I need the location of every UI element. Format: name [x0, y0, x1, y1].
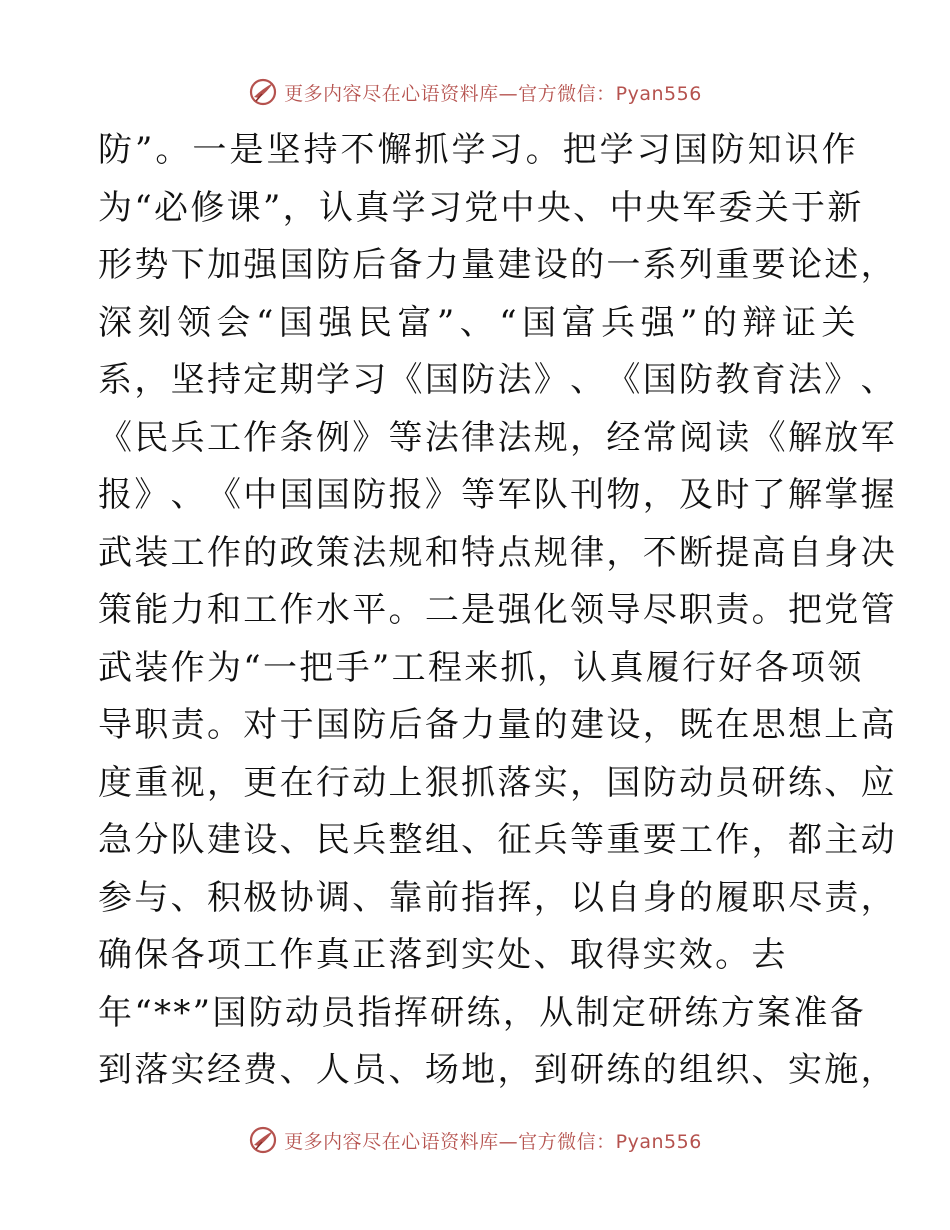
paragraph-line: 参 与 、 积 极 协 调 、 靠 前 指 挥 ， 以 自 身 的 履 职 尽 责 ，: [98, 877, 897, 918]
paragraph-line: 深 刻 领 会 “ 国 强 民 富 ” 、 “ 国 富 兵 强 ” 的 辩 证 关: [98, 302, 858, 343]
watermark-dash: —: [498, 1130, 519, 1153]
paragraph-line: 为 “ 必 修 课 ” ， 认 真 学 习 党 中 央 、 中 央 军 委 关 于 新: [98, 187, 864, 228]
paragraph-line: 年 “ * * ” 国 防 动 员 指 挥 研 练 ， 从 制 定 研 练 方 案 准 备: [98, 992, 866, 1033]
feather-seal-icon: [248, 77, 278, 107]
watermark-contact: 官方微信：Pyan556: [518, 1130, 702, 1153]
paragraph-line: 系 ， 坚 持 定 期 学 习 《 国 防 法 》 、 《 国 防 教 育 法 》 、: [98, 360, 897, 400]
watermark-text: [284, 1127, 702, 1154]
paragraph-line: 确保各项工作真正落到实处、取得实效。去: [98, 935, 788, 975]
paragraph-line: 急 分 队 建 设 、 民 兵 整 组 、 征 兵 等 重 要 工 作 ， 都 主 动: [98, 820, 897, 860]
paragraph-line: 策 能 力 和 工 作 水 平 。 二 是 强 化 领 导 尽 职 责 。 把 党 管: [98, 590, 897, 630]
watermark-contact: 官方微信：Pyan556: [518, 82, 702, 105]
paragraph-line: 防 ” 。 一 是 坚 持 不 懈 抓 学 习 。 把 学 习 国 防 知 识 作: [98, 130, 858, 170]
watermark-brand: 更多内容尽在心语资料库: [284, 82, 499, 105]
watermark-dash: —: [498, 82, 519, 105]
paragraph-line: 形 势 下 加 强 国 防 后 备 力 量 建 设 的 一 系 列 重 要 论 述 ，: [98, 245, 897, 285]
paragraph-line: 报 》 、 《 中 国 国 防 报 》 等 军 队 刊 物 ， 及 时 了 解 掌 握: [98, 475, 897, 515]
footer-watermark: [0, 1120, 950, 1160]
feather-seal-icon: [248, 1125, 278, 1155]
paragraph-line: 到 落 实 经 费 、 人 员 、 场 地 ， 到 研 练 的 组 织 、 实 施 ，: [98, 1050, 897, 1090]
paragraph-line: 武 装 工 作 的 政 策 法 规 和 特 点 规 律 ， 不 断 提 高 自 身 决: [98, 532, 897, 573]
paragraph-line: 度 重 视 ， 更 在 行 动 上 狠 抓 落 实 ， 国 防 动 员 研 练 、 应: [98, 762, 897, 803]
paragraph-line: 导 职 责 。 对 于 国 防 后 备 力 量 的 建 设 ， 既 在 思 想 上 高: [98, 705, 897, 745]
paragraph-line: 《 民 兵 工 作 条 例 》 等 法 律 法 规 ， 经 常 阅 读 《 解 放 军: [98, 417, 897, 458]
paragraph-line: 武 装 作 为 “ 一 把 手 ” 工 程 来 抓 ， 认 真 履 行 好 各 项 领: [98, 647, 864, 688]
watermark-brand: 更多内容尽在心语资料库: [284, 1130, 499, 1153]
watermark-text: [284, 79, 702, 106]
header-watermark: [0, 72, 950, 112]
document-body: [98, 122, 897, 1100]
